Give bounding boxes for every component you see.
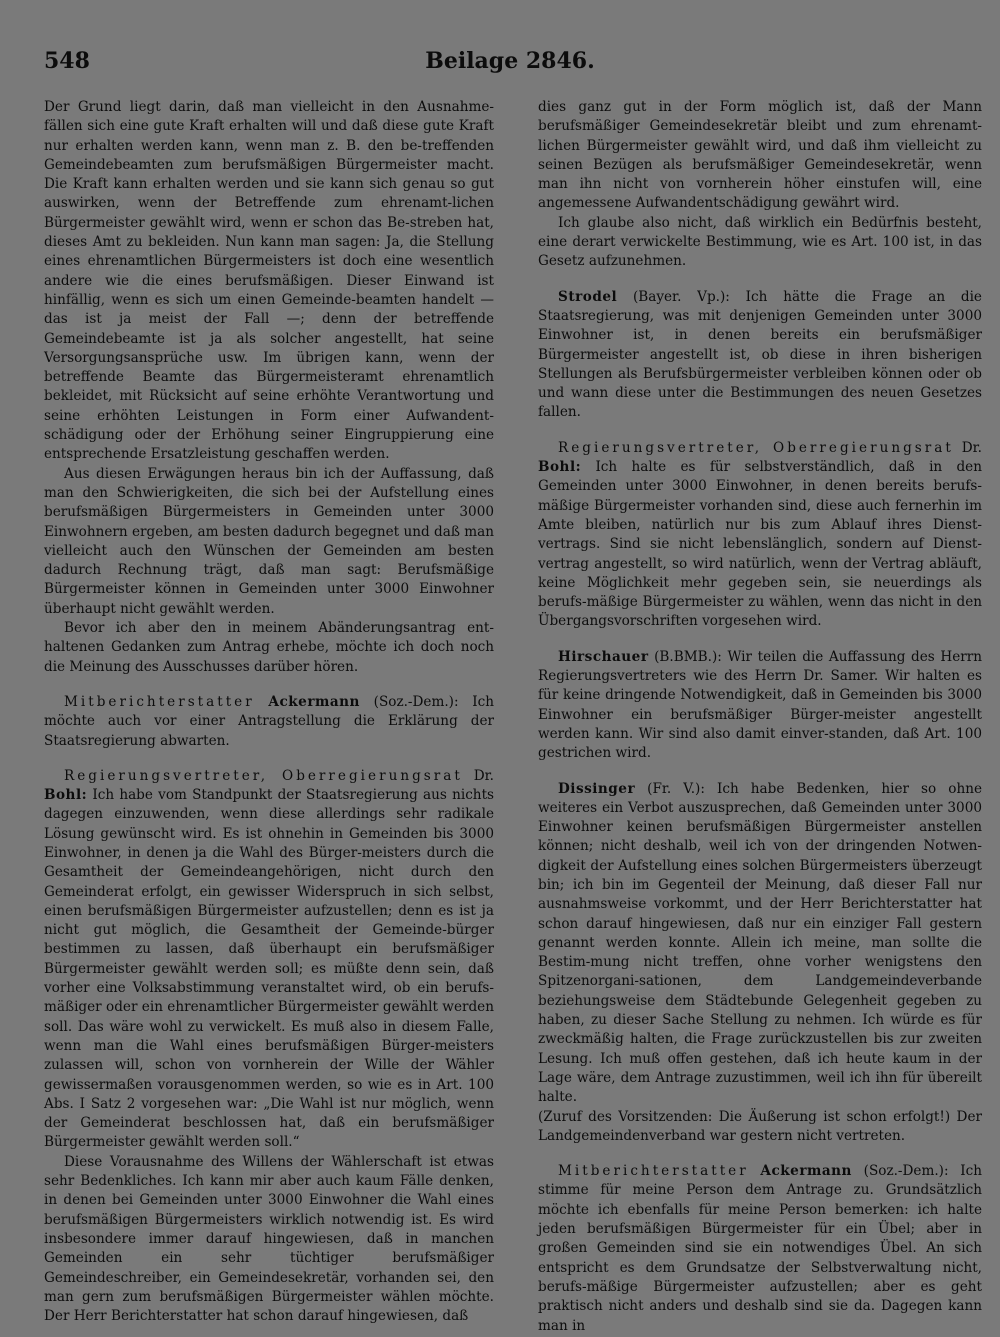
speaker-title: Dr. bbox=[961, 439, 982, 456]
speaker-role: Regierungsvertreter, Oberregierungsrat bbox=[558, 439, 954, 456]
paragraph: dies ganz gut in der Form möglich ist, daß der Mann berufsmäßiger Gemeindesekretär bleibt und zum ehrenamt-lichen Bürgermeister gewählt wird, und daß ihm vielleicht zu seinen Bezügen als berufsmäßiger Gemeindesekretär, wenn man ihn nicht von vornherein höher einstufen will, eine angemessene Aufwandentschädigung gewährt wird. bbox=[538, 99, 982, 212]
speech-text: Ich möchte auch vor einer Antragstellung die Erklärung der Staatsregierung abwarten. bbox=[44, 693, 495, 749]
speaker-name: Ackermann bbox=[760, 1163, 852, 1180]
speech-text: Ich hätte die Frage an die Staatsregierung, was mit denjenigen Gemeinden unter 3000 Einwohner ist, in denen bereits ein berufsmäßiger Bürgermeister angestellt ist, ob diese in ihren bisherigen Stellungen als Berufsbürgermeister verbleiben können oder ob und wann diese unter die Bestimmungen des neuen Gesetzes fallen. bbox=[538, 288, 982, 421]
speaker-name: Hirschauer bbox=[558, 648, 649, 665]
speech-text: Ich habe Bedenken, hier so ohne weiteres ein Verbot auszusprechen, daß Gemeinden unter 3000 Einwohner keinen berufsmäßigen Bürgermeister anstellen können; nicht deshalb, weil ich von der dringenden Notwen-digkeit der Aufstellung eines solchen Bürgermeisters überzeugt bin; ich bin im Gegenteil der Meinung, daß dieser Fall nur ausnahmsweise vorkommt, und der Herr Berichterstatter hat schon darauf hingewiesen, daß nur ein einziger Fall gestern genannt werden konnte. Allein ich meine, man sollte die Bestim-mung nicht treffen, ohne vorher wenigstens den Spitzenorgani-sationen, dem Landgemeindeverbande beziehungsweise dem Städtebunde Gelegenheit gegeben zu haben, zu dieser Sache Stellung zu nehmen. Ich würde es für zweckmäßig halten, die Frage zurückzustellen bis zur zweiten Lesung. Ich muß offen gestehen, daß ich heute kaum in der Lage wäre, dem Antrage zuzustimmen, weil ich ihn für übereilt halte. bbox=[538, 780, 982, 1106]
speech bbox=[538, 439, 982, 632]
speaker-party: (Soz.-Dem.): bbox=[373, 693, 459, 710]
speaker-name: Bohl: bbox=[538, 459, 582, 476]
speaker-name: Strodel bbox=[558, 288, 618, 305]
speaker-role: Regierungsvertreter, Oberregierungsrat bbox=[64, 767, 463, 784]
page-number: 548 bbox=[44, 48, 90, 74]
speech-text: Wir teilen die Auffassung des Herrn Regierungsvertreters wie des Herrn Dr. Samer. Wir halten es für keine dringende Notwendigkeit, daß in Gemeinden bis 3000 Einwohner ein berufsmäßiger Bürger-meister angestellt werden kann. Wir sind also damit einver-standen, daß Art. 100 gestrichen wird. bbox=[538, 648, 982, 762]
speaker-party: (B.BMB.): bbox=[654, 648, 722, 665]
speaker-role: Mitberichterstatter bbox=[558, 1163, 749, 1180]
left-column bbox=[44, 98, 494, 1326]
page-heading: Beilage 2846. bbox=[425, 48, 595, 74]
paragraph: Diese Vorausnahme des Willens der Wählerschaft ist etwas sehr Bedenkliches. Ich kann mir aber auch kaum Fälle denken, in denen bei Gemeinden unter 3000 Einwohner die Wahl eines berufsmäßigen Bürgermeisters wirklich notwendig ist. Es wird insbesondere immer darauf hingewiesen, daß in manchen Gemeinden ein sehr tüchtiger berufsmäßiger Gemeindeschreiber, ein Gemeindesekretär, vorhanden sei, den man gern zum berufsmäßigen Bürgermeister wählen möchte. Der Herr Berichterstatter hat schon darauf hingewiesen, daß bbox=[44, 1153, 494, 1325]
speaker-party: (Soz.-Dem.): bbox=[863, 1163, 949, 1180]
paragraph: Aus diesen Erwägungen heraus bin ich der Auffassung, daß man den Schwierigkeiten, die sich bei der Aufstellung eines berufsmäßigen Bürgermeisters in Gemeinden unter 3000 Einwohnern ergeben, am besten dadurch begegnet und daß man vielleicht auch den Wünschen der Gemeinden am besten dadurch Rechnung trägt, daß man sagt: Berufsmäßige Bürgermeister können in Gemeinden unter 3000 Einwohner überhaupt nicht gewählt werden. bbox=[44, 465, 494, 617]
speaker-role: Mitberichterstatter bbox=[64, 693, 255, 710]
speaker-party: (Fr. V.): bbox=[647, 780, 705, 797]
speaker-party: (Bayer. Vp.): bbox=[632, 288, 730, 305]
speech bbox=[538, 648, 982, 764]
right-column bbox=[538, 98, 982, 1336]
speech-text: Ich stimme für meine Person dem Antrage zu. Grundsätzlich möchte ich ebenfalls für meine Person bemerken: ich halte jeden berufsmäßigen Bürgermeister für ein Übel; aber in großen Gemeinden sind sie ein notwendiges Übel. An sich entspricht es dem Grundsatze der Selbstverwaltung nicht, berufs-mäßige Bürgermeister aufzustellen; aber es geht praktisch nicht anders und deshalb sind sie da. Dagegen kann man in bbox=[538, 1163, 983, 1334]
speech bbox=[44, 693, 494, 751]
speech bbox=[538, 1162, 982, 1336]
speech-text: Ich halte es für selbstverständlich, daß in den Gemeinden unter 3000 Einwohner, in denen bereits berufs-mäßige Bürgermeister vorhanden sind, diese auch fernerhin im Amte bleiben, natürlich nur bis zum Ablauf ihres Dienst-vertrags. Sind sie nicht lebenslänglich, sondern auf Dienst-vertrag angestellt, so wird natürlich, wenn der Vertrag abläuft, keine Möglichkeit mehr gegeben sein, sie neuerdings als berufs-mäßige Bürgermeister zu wählen, wenn das nicht in den Übergangsvorschriften vorgesehen wird. bbox=[538, 459, 982, 630]
page-header bbox=[44, 48, 976, 84]
speaker-title: Dr. bbox=[473, 767, 494, 784]
speech bbox=[538, 780, 982, 1108]
speech bbox=[538, 288, 982, 423]
speaker-name: Bohl: bbox=[44, 787, 88, 804]
speaker-name: Ackermann bbox=[268, 693, 360, 710]
paragraph: Ich glaube also nicht, daß wirklich ein Bedürfnis besteht, eine derart verwickelte Bestimmung, wie es Art. 100 ist, in das Gesetz aufzunehmen. bbox=[538, 214, 982, 270]
speaker-name: Dissinger bbox=[558, 780, 636, 797]
speech bbox=[44, 767, 494, 1153]
paragraph: Bevor ich aber den in meinem Abänderungsantrag ent-haltenen Gedanken zum Antrag erhebe, möchte ich doch noch die Meinung des Ausschusses darüber hören. bbox=[44, 620, 494, 675]
interjection: (Zuruf des Vorsitzenden: Die Äußerung ist schon erfolgt!) Der Landgemeindenverband war gestern nicht vertreten. bbox=[538, 1108, 982, 1144]
paragraph: Der Grund liegt darin, daß man vielleicht in den Ausnahme-fällen sich eine gute Kraft erhalten will und daß diese gute Kraft nur erhalten werden kann, wenn man z. B. den be-treffenden Gemeindebeamten zum berufsmäßigen Bürgermeister macht. Die Kraft kann erhalten werden und sie kann sich genau so gut auswirken, wenn der Betreffende zum ehrenamt-lichen Bürgermeister gewählt wird, wenn er schon das Be-streben hat, dieses Amt zu bekleiden. Nun kann man sagen: Ja, die Stellung eines ehrenamtlichen Bürgermeisters ist doch eine wesentlich andere wie die eines berufsmäßigen. Dieser Einwand ist hinfällig, wenn es sich um einen Gemeinde-beamten handelt — das ist ja meist der Fall —; denn der betreffende Gemeindebeamte ist ja als solcher angestellt, hat seine Versorgungsansprüche usw. Im übrigen kann, wenn der betreffende Beamte das Bürgermeisteramt ehrenamtlich bekleidet, mit Rücksicht auf seine erhöhte Verantwortung und seine erhöhten Leistungen in Form einer Aufwandent-schädigung oder der Erhöhung seiner Eingruppierung eine entsprechende Ersatzleistung geschaffen werden. bbox=[44, 99, 494, 463]
speech-text: Ich habe vom Standpunkt der Staatsregierung aus nichts dagegen einzuwenden, wenn diese allerdings sehr radikale Lösung gewünscht wird. Es ist ohnehin in Gemeinden bis 3000 Einwohner, in denen ja die Wahl des Bürger-meisters durch die Gesamtheit der Gemeindeangehörigen, nicht durch den Gemeinderat erfolgt, ein gewisser Widerspruch in sich selbst, einen berufsmäßigen Bürgermeister aufzustellen; denn es ist ja nicht gut möglich, die Gesamtheit der Gemeinde-bürger bestimmen zu lassen, daß überhaupt ein berufsmäßiger Bürgermeister gewählt werden soll; es müßte denn sein, daß vorher eine Volksabstimmung veranstaltet wird, ob ein berufs-mäßiger oder ein ehrenamtlicher Bürgermeister gewählt werden soll. Das wäre wohl zu verwickelt. Es muß also in diesem Falle, wenn man die Wahl eines berufsmäßigen Bürger-meisters zulassen will, schon von vornherein der Wille der Wähler gewissermaßen vorausgenommen werden, so wie es in Art. 100 Abs. I Satz 2 vorgesehen war: „Die Wahl ist nur möglich, wenn der Gemeinderat beschlossen hat, daß ein berufsmäßiger Bürgermeister gewählt werden soll.“ bbox=[44, 787, 495, 1151]
